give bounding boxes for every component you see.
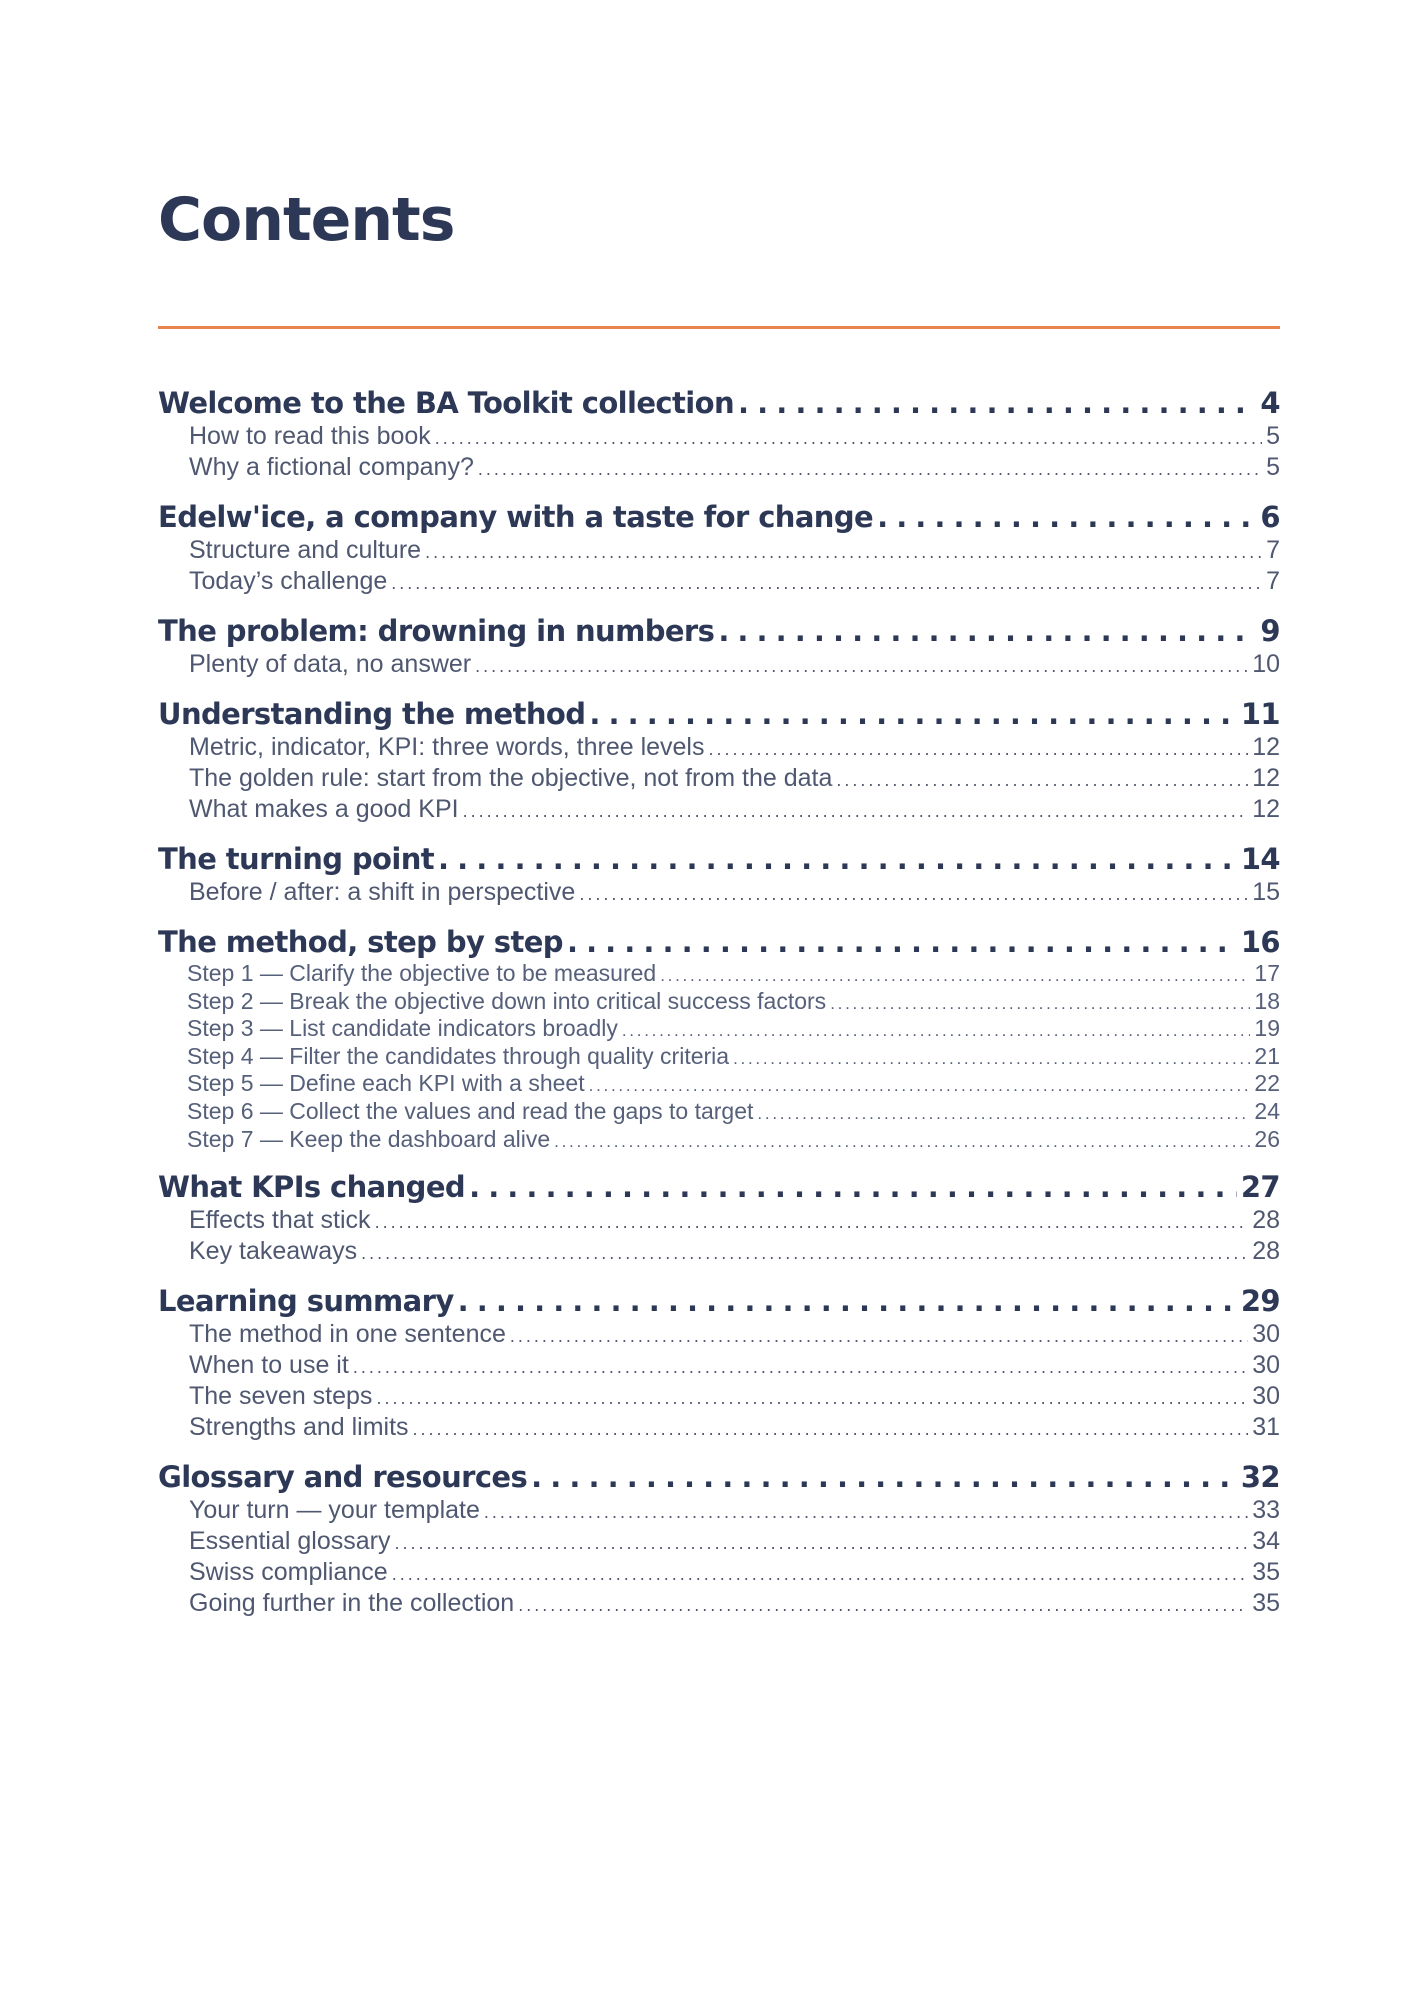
- entry-page-number: 22: [1254, 1070, 1280, 1097]
- entry-page-number: 18: [1254, 987, 1280, 1014]
- title-divider: [158, 326, 1280, 329]
- dot-leader: [394, 1527, 1248, 1558]
- entry-page-number: 12: [1252, 764, 1280, 792]
- chapter-page-number: 9: [1260, 614, 1280, 648]
- dot-leader: [589, 1071, 1251, 1099]
- toc-section: [158, 384, 1280, 484]
- dot-leader: [836, 764, 1248, 795]
- toc-section: [158, 840, 1280, 909]
- dot-leader: [361, 1237, 1248, 1268]
- entry-page-number: 30: [1252, 1351, 1280, 1380]
- entry-title: Essential glossary: [189, 1527, 391, 1556]
- chapter-page-number: 11: [1240, 697, 1280, 731]
- toc-chapter-entry[interactable]: [158, 384, 1280, 422]
- entry-title: Metric, indicator, KPI: three words, three levels: [189, 733, 705, 761]
- entry-title: Plenty of data, no answer: [189, 650, 472, 678]
- entry-title: Step 3 — List candidate indicators broadly: [187, 1015, 618, 1042]
- dot-leader: [733, 1044, 1250, 1072]
- entry-page-number: 35: [1252, 1589, 1280, 1618]
- entry-title: Structure and culture: [189, 536, 422, 564]
- entry-page-number: 26: [1254, 1125, 1280, 1152]
- chapter-page-number: 27: [1240, 1170, 1280, 1205]
- toc-subsection-entry[interactable]: [158, 1589, 1280, 1620]
- dot-leader: [738, 384, 1256, 422]
- chapter-title: The problem: drowning in numbers: [158, 614, 715, 648]
- entry-page-number: 31: [1252, 1413, 1280, 1442]
- entry-page-number: 34: [1252, 1527, 1280, 1556]
- toc-subsection-entry[interactable]: [158, 650, 1280, 681]
- entry-page-number: 33: [1252, 1496, 1280, 1525]
- entry-title: Effects that stick: [189, 1206, 371, 1235]
- entry-title: When to use it: [189, 1351, 349, 1380]
- toc-chapter-entry[interactable]: [158, 695, 1280, 733]
- entry-page-number: 30: [1252, 1320, 1280, 1349]
- entry-title: The golden rule: start from the objective, not from the data: [189, 764, 833, 792]
- chapter-title: Understanding the method: [158, 697, 586, 731]
- chapter-title: The method, step by step: [158, 925, 563, 959]
- dot-leader: [478, 453, 1262, 484]
- toc-subsection-entry[interactable]: [158, 1558, 1280, 1589]
- toc-subsection-entry[interactable]: [158, 1413, 1280, 1444]
- entry-title: Step 1 — Clarify the objective to be measured: [187, 960, 657, 986]
- dot-leader: [830, 989, 1250, 1017]
- chapter-title: Welcome to the BA Toolkit collection: [158, 386, 734, 420]
- toc-chapter-entry[interactable]: [158, 1458, 1280, 1496]
- toc-step-entry[interactable]: [158, 961, 1280, 989]
- dot-leader: [579, 878, 1248, 909]
- entry-page-number: 30: [1252, 1382, 1280, 1411]
- dot-leader: [438, 840, 1237, 878]
- dot-leader: [435, 422, 1262, 453]
- entry-page-number: 7: [1266, 536, 1280, 564]
- toc-step-entry[interactable]: [158, 1071, 1280, 1099]
- entry-title: Going further in the collection: [189, 1589, 515, 1618]
- entry-title: What makes a good KPI: [189, 795, 459, 823]
- toc-subsection-entry[interactable]: [158, 1237, 1280, 1268]
- toc-subsection-entry[interactable]: [158, 1496, 1280, 1527]
- dot-leader: [353, 1351, 1248, 1382]
- toc-section: [158, 498, 1280, 598]
- entry-page-number: 21: [1254, 1042, 1280, 1069]
- toc-subsection-entry[interactable]: [158, 1206, 1280, 1237]
- dot-leader: [510, 1320, 1248, 1351]
- dot-leader: [475, 650, 1248, 681]
- entry-page-number: 5: [1266, 453, 1280, 481]
- entry-page-number: 35: [1252, 1558, 1280, 1587]
- toc-subsection-entry[interactable]: [158, 1527, 1280, 1558]
- entry-page-number: 19: [1254, 1015, 1280, 1042]
- entry-title: Before / after: a shift in perspective: [189, 878, 576, 906]
- dot-leader: [567, 923, 1237, 961]
- entry-page-number: 10: [1252, 650, 1280, 678]
- chapter-title: What KPIs changed: [158, 1170, 466, 1205]
- toc-subsection-entry[interactable]: [158, 567, 1280, 598]
- toc-subsection-entry[interactable]: [158, 764, 1280, 795]
- toc-step-entry[interactable]: [158, 989, 1280, 1017]
- dot-leader: [425, 536, 1262, 567]
- chapter-page-number: 6: [1260, 500, 1280, 534]
- toc-section: [158, 1458, 1280, 1620]
- toc-section: [158, 612, 1280, 681]
- entry-page-number: 7: [1266, 567, 1280, 595]
- toc-subsection-entry[interactable]: [158, 1320, 1280, 1351]
- toc-step-entry[interactable]: [158, 1127, 1280, 1155]
- dot-leader: [469, 1168, 1237, 1206]
- entry-page-number: 5: [1266, 422, 1280, 450]
- chapter-title: Glossary and resources: [158, 1460, 528, 1495]
- toc-section: [158, 923, 1280, 1154]
- toc-subsection-entry[interactable]: [158, 422, 1280, 453]
- entry-title: The method in one sentence: [189, 1320, 506, 1349]
- toc-section: [158, 1168, 1280, 1268]
- dot-leader: [757, 1099, 1250, 1127]
- toc-subsection-entry[interactable]: [158, 878, 1280, 909]
- entry-title: Today’s challenge: [189, 567, 388, 595]
- entry-page-number: 17: [1254, 960, 1280, 986]
- toc-section: [158, 695, 1280, 826]
- chapter-page-number: 14: [1240, 842, 1280, 876]
- dot-leader: [463, 795, 1249, 826]
- chapter-title: Learning summary: [158, 1284, 454, 1319]
- toc-subsection-entry[interactable]: [158, 453, 1280, 484]
- dot-leader: [531, 1458, 1237, 1496]
- entry-title: Step 5 — Define each KPI with a sheet: [187, 1070, 585, 1097]
- dot-leader: [554, 1127, 1250, 1155]
- chapter-title: The turning point: [158, 842, 435, 876]
- dot-leader: [413, 1413, 1249, 1444]
- toc-subsection-entry[interactable]: [158, 1351, 1280, 1382]
- entry-title: The seven steps: [189, 1382, 373, 1411]
- entry-page-number: 28: [1252, 1206, 1280, 1235]
- entry-title: Step 6 — Collect the values and read the gaps to target: [187, 1097, 754, 1124]
- dot-leader: [589, 695, 1236, 733]
- dot-leader: [484, 1496, 1248, 1527]
- toc-chapter-entry[interactable]: [158, 612, 1280, 650]
- dot-leader: [518, 1589, 1248, 1620]
- dot-leader: [375, 1206, 1249, 1237]
- dot-leader: [376, 1382, 1248, 1413]
- entry-title: Key takeaways: [189, 1237, 358, 1266]
- dot-leader: [458, 1282, 1237, 1320]
- dot-leader: [718, 612, 1256, 650]
- dot-leader: [709, 733, 1249, 764]
- entry-page-number: 24: [1254, 1097, 1280, 1124]
- entry-title: Step 2 — Break the objective down into critical success factors: [187, 987, 827, 1014]
- entry-page-number: 12: [1252, 795, 1280, 823]
- toc-step-entry[interactable]: [158, 1044, 1280, 1072]
- toc-step-entry[interactable]: [158, 1099, 1280, 1127]
- toc-chapter-entry[interactable]: [158, 923, 1280, 961]
- chapter-page-number: 16: [1240, 925, 1280, 959]
- entry-title: Your turn — your template: [189, 1496, 480, 1525]
- chapter-page-number: 32: [1240, 1460, 1280, 1495]
- toc-subsection-entry[interactable]: [158, 733, 1280, 764]
- toc-step-entry[interactable]: [158, 1016, 1280, 1044]
- dot-leader: [392, 1558, 1249, 1589]
- toc-section: [158, 1282, 1280, 1444]
- entry-page-number: 12: [1252, 733, 1280, 761]
- dot-leader: [622, 1016, 1251, 1044]
- dot-leader: [391, 567, 1262, 598]
- entry-page-number: 15: [1252, 878, 1280, 906]
- entry-page-number: 28: [1252, 1237, 1280, 1266]
- page-title: Contents: [158, 185, 455, 255]
- toc-chapter-entry[interactable]: [158, 498, 1280, 536]
- chapter-page-number: 4: [1260, 386, 1280, 420]
- chapter-title: Edelw'ice, a company with a taste for change: [158, 500, 874, 534]
- entry-title: Swiss compliance: [189, 1558, 388, 1587]
- toc-subsection-entry[interactable]: [158, 1382, 1280, 1413]
- entry-title: Why a fictional company?: [189, 453, 474, 481]
- chapter-page-number: 29: [1240, 1284, 1280, 1319]
- toc-chapter-entry[interactable]: [158, 1168, 1280, 1206]
- entry-title: Step 4 — Filter the candidates through quality criteria: [187, 1042, 730, 1069]
- dot-leader: [660, 961, 1250, 989]
- entry-title: Step 7 — Keep the dashboard alive: [187, 1125, 551, 1152]
- toc-subsection-entry[interactable]: [158, 795, 1280, 826]
- entry-title: Strengths and limits: [189, 1413, 409, 1442]
- toc-subsection-entry[interactable]: [158, 536, 1280, 567]
- toc-chapter-entry[interactable]: [158, 1282, 1280, 1320]
- dot-leader: [877, 498, 1256, 536]
- entry-title: How to read this book: [189, 422, 431, 450]
- table-of-contents: [158, 384, 1280, 1634]
- toc-chapter-entry[interactable]: [158, 840, 1280, 878]
